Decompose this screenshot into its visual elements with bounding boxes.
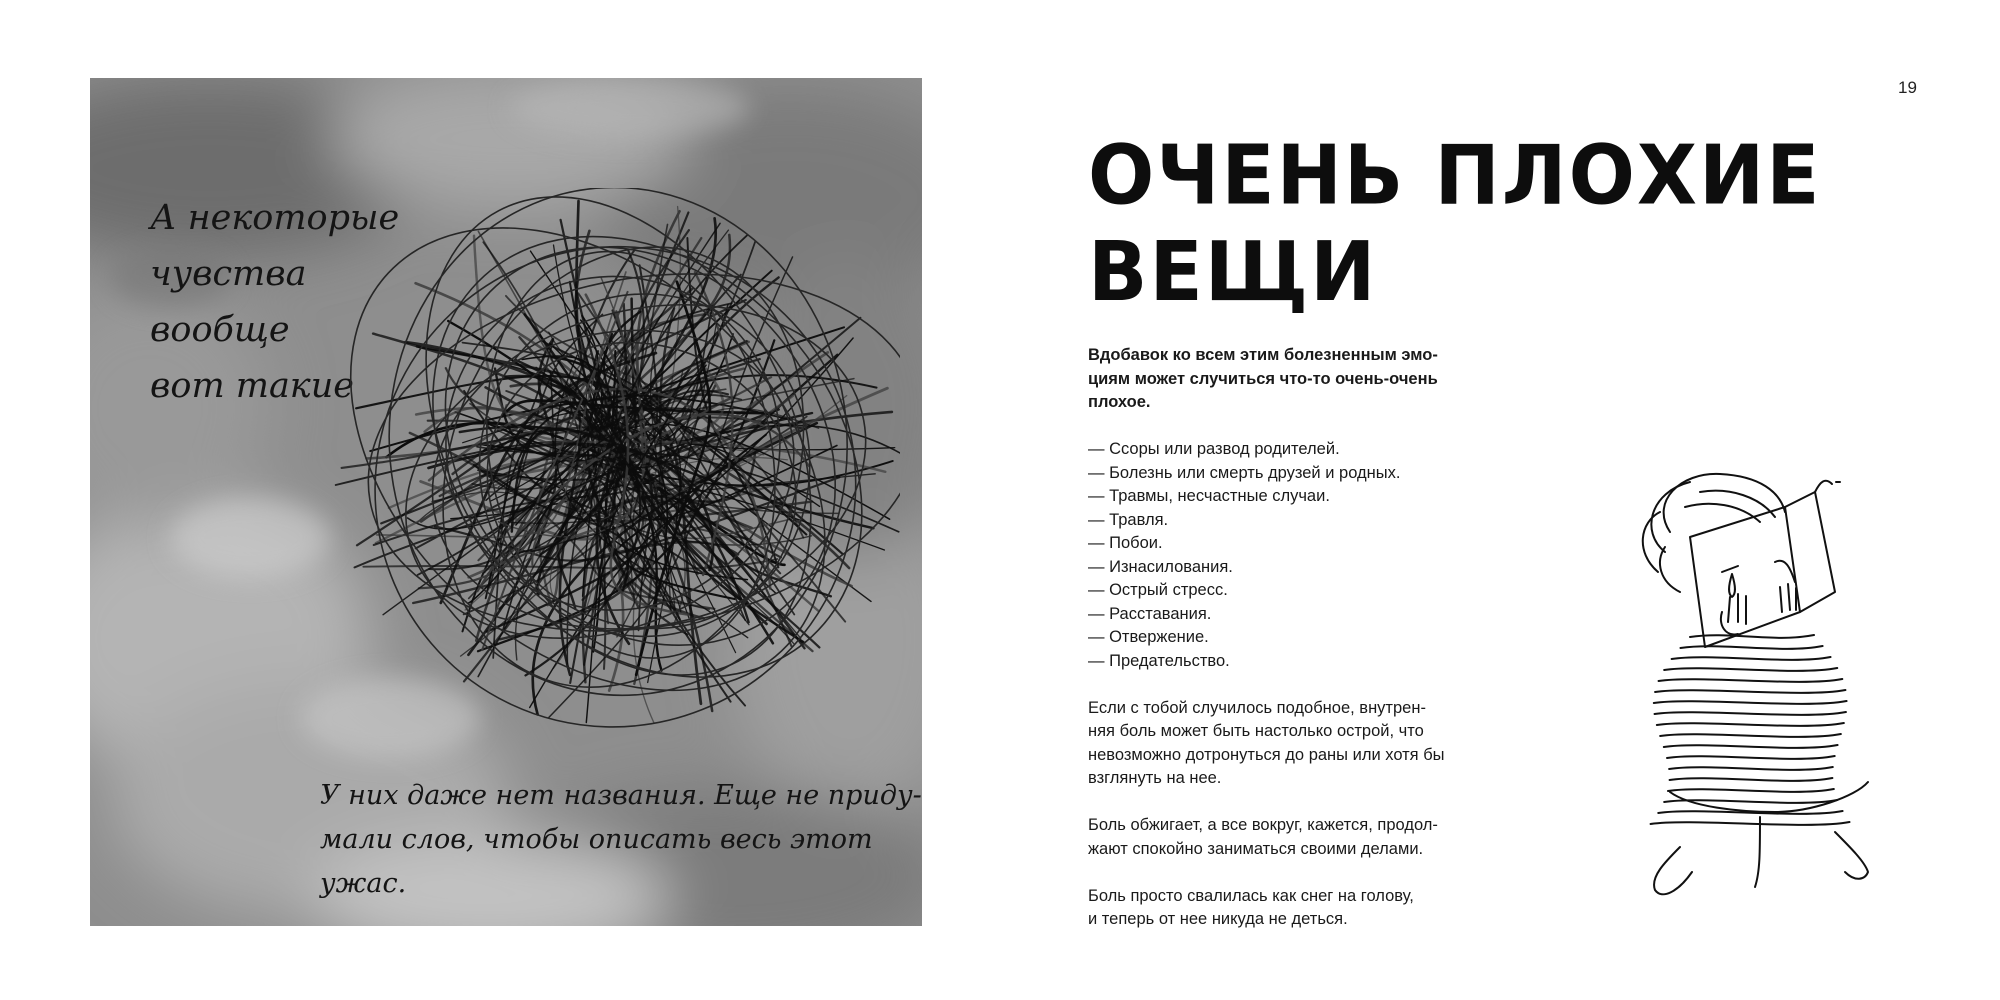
list-item: — Расставания. [1088,604,1212,623]
paragraph: Боль обжигает, а все вокруг, кажется, продол- жают спокойно заниматься своими делами. [1088,816,1438,858]
scribble-tangle-drawing [320,188,900,748]
sweater-stripe [1690,635,1814,638]
sweater-stripe [1669,767,1833,770]
crying-reader-drawing [1610,462,1882,912]
sweater-stripe [1672,657,1831,660]
paragraph: Боль просто свалилась как снег на голову, и теперь от нее никуда не деться. [1088,886,1414,928]
sweater-stripe [1651,822,1850,825]
sweater-stripe [1659,679,1843,682]
sweater-stripe [1668,789,1834,792]
sweater-stripe [1655,712,1846,715]
caption-top: А некоторые чувства вообще вот такие [150,198,400,406]
page-title: ОЧЕНЬ ПЛОХИЕ ВЕЩИ [1088,129,1822,321]
sweater-stripe [1680,646,1822,649]
list-item: — Болезнь или смерть друзей и родных. [1088,463,1401,482]
sweater-stripe [1660,734,1841,737]
sweater-stripe [1667,756,1835,759]
list-item: — Острый стресс. [1088,581,1228,599]
sweater-stripe [1654,701,1847,704]
sweater-stripe [1655,690,1845,693]
list-item: — Ссоры или развод родителей. [1088,440,1340,458]
page-number: 19 [1898,78,1917,97]
caption-bottom: У них даже нет названия. Еще не приду- мали слов, чтобы описать весь этот ужас. [320,780,922,899]
body-text [1088,344,1528,955]
bad-things-list [1088,438,1528,673]
lead-paragraph: Вдобавок ко всем этим болезненным эмо- циям может случиться что-то очень-очень плохое. [1088,346,1438,411]
list-item: — Травмы, несчастные случаи. [1088,487,1330,505]
list-item: — Побои. [1088,534,1163,552]
paragraph: Если с тобой случилось подобное, внутрен- няя боль может быть настолько острой, что невозможно дотронуться до раны или хотя бы взглянуть на нее. [1088,698,1445,787]
list-item: — Травля. [1088,510,1169,529]
sweater-stripe [1664,668,1837,671]
sweater-stripe [1657,723,1844,726]
list-item: — Отвержение. [1088,628,1209,646]
illustration-panel [90,78,922,926]
sweater-stripe [1664,745,1838,748]
list-item: — Предательство. [1088,651,1230,670]
list-item: — Изнасилования. [1088,557,1233,576]
sweater-stripe [1670,778,1833,781]
